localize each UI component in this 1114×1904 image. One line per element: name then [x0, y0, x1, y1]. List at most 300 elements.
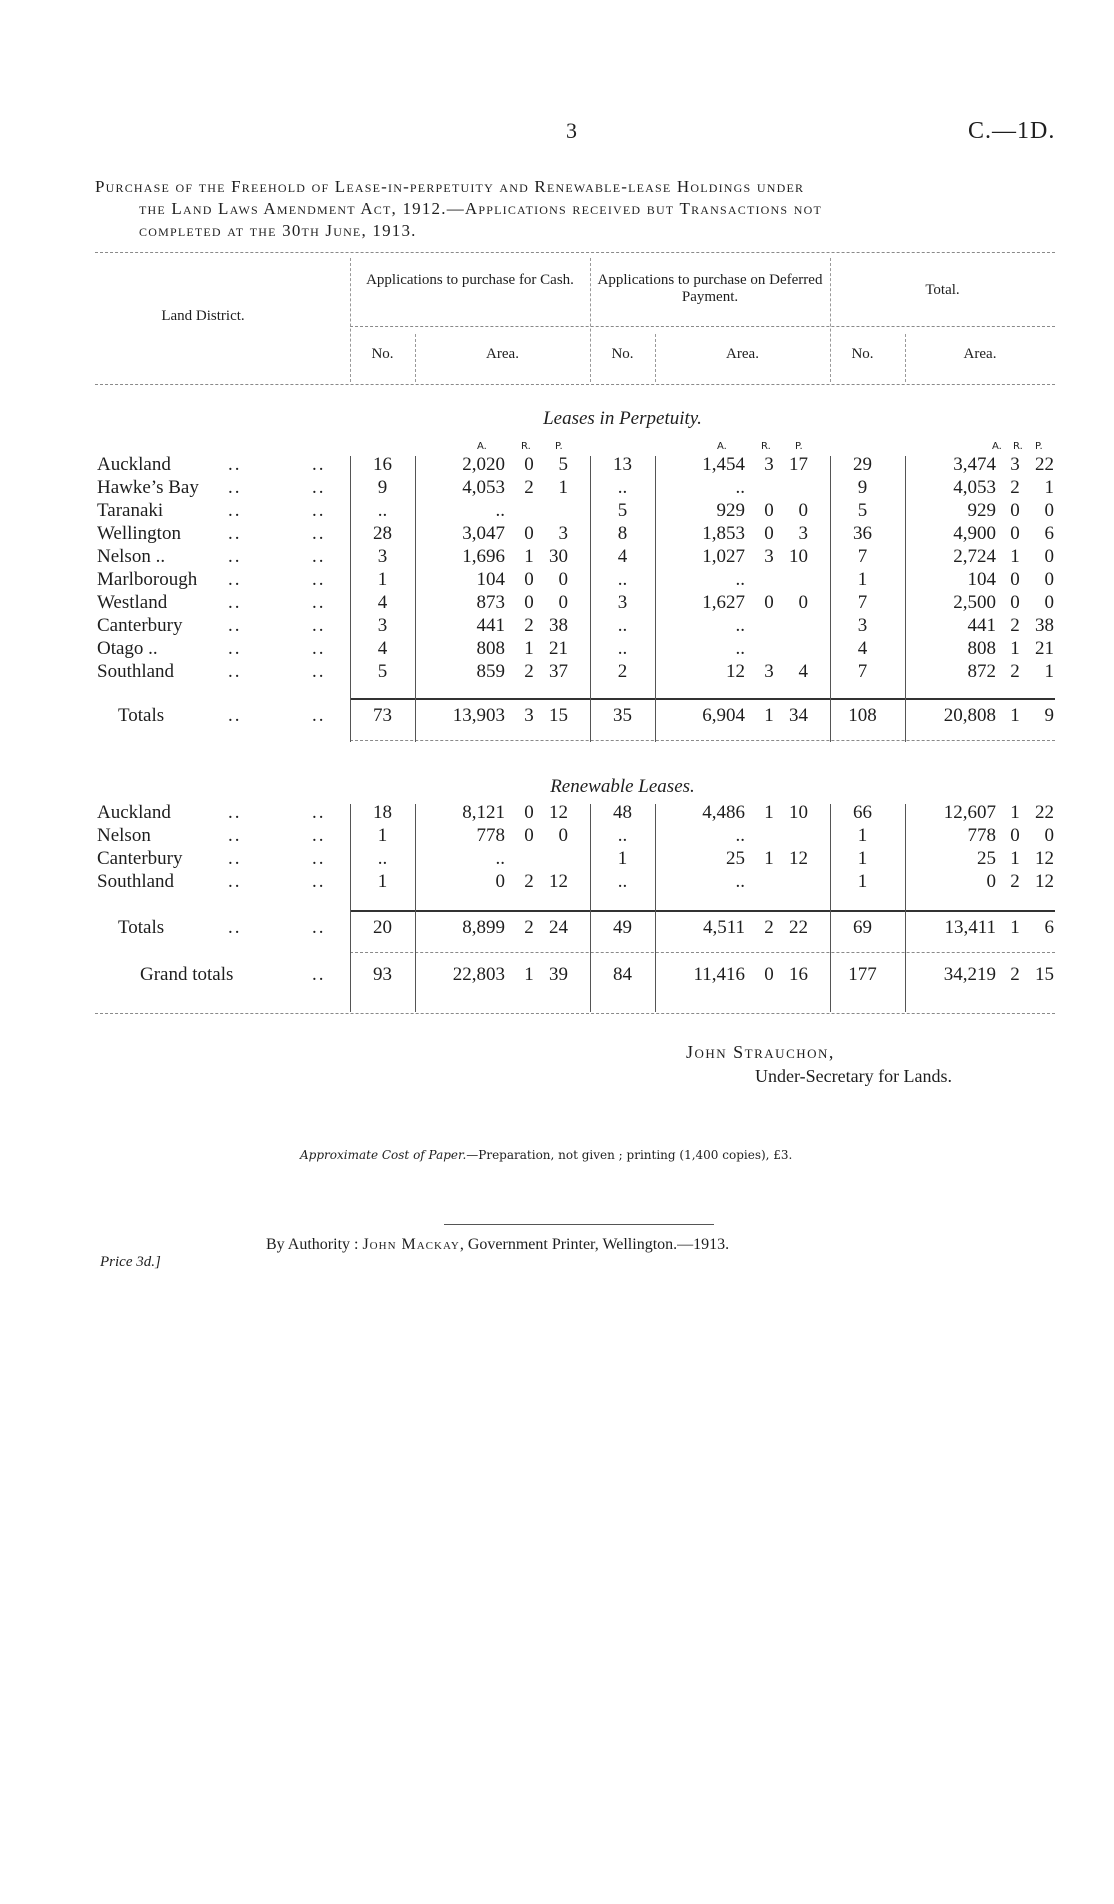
- cell-t-no: 7: [857, 661, 868, 682]
- cell-t-p: 21: [1035, 638, 1054, 659]
- unit-acres: A.: [717, 441, 727, 452]
- cell-d-r: 1: [764, 802, 774, 823]
- cell-c-a: ..: [495, 500, 505, 521]
- cell-t-r: 3: [1010, 454, 1020, 475]
- cell-c-r: 2: [524, 477, 534, 498]
- table-top-rule: [95, 252, 1055, 253]
- cell-t-r: 1: [1010, 917, 1020, 938]
- cell-t-p: 1: [1044, 661, 1054, 682]
- cell-d-a: 4,486: [702, 802, 745, 823]
- cell-c-no: 20: [373, 917, 392, 938]
- leader-dots: ..: [312, 523, 326, 544]
- table-row: [0, 569, 1114, 592]
- printer-name: John Mackay: [362, 1236, 460, 1253]
- grand-totals-row: [0, 964, 1114, 987]
- cell-t-no: 1: [857, 825, 868, 846]
- cell-d-no: 49: [613, 917, 632, 938]
- cell-t-r: 2: [1010, 964, 1020, 985]
- cell-d-a: ..: [735, 569, 745, 590]
- cell-d-a: ..: [735, 477, 745, 498]
- cell-d-a: 6,904: [702, 705, 745, 726]
- cell-t-no: 1: [857, 848, 868, 869]
- cell-d-no: 8: [617, 523, 628, 544]
- leader-dots: ..: [312, 454, 326, 475]
- authority-imprint: [266, 1236, 729, 1254]
- leader-dots: ..: [312, 705, 326, 726]
- cell-c-a: 778: [476, 825, 505, 846]
- leader-dots: ..: [312, 638, 326, 659]
- deferred-area-header: Area.: [726, 346, 759, 362]
- cell-t-r: 0: [1010, 523, 1020, 544]
- leader-dots: ..: [312, 848, 326, 869]
- section-title-renewable-leases: Renewable Leases.: [550, 776, 695, 797]
- cell-c-r: 1: [524, 638, 534, 659]
- cell-t-r: 1: [1010, 802, 1020, 823]
- cell-c-no: 9: [377, 477, 388, 498]
- cell-d-r: 2: [764, 917, 774, 938]
- cell-c-r: 1: [524, 546, 534, 567]
- table-row: [0, 848, 1114, 871]
- cell-d-p: 10: [789, 802, 808, 823]
- cell-t-p: 0: [1044, 825, 1054, 846]
- table-title: [95, 176, 1055, 242]
- cell-t-p: 0: [1044, 592, 1054, 613]
- cell-d-p: 3: [798, 523, 808, 544]
- land-district-cell: Auckland: [97, 802, 171, 823]
- land-district-cell: Wellington: [97, 523, 181, 544]
- cell-t-no: 5: [857, 500, 868, 521]
- cell-c-p: 0: [558, 825, 568, 846]
- cell-d-p: 10: [789, 546, 808, 567]
- cell-c-p: 12: [549, 871, 568, 892]
- cell-t-no: 69: [853, 917, 872, 938]
- cell-t-p: 0: [1044, 569, 1054, 590]
- land-district-cell: Nelson: [97, 825, 151, 846]
- cell-t-p: 12: [1035, 871, 1054, 892]
- table-row: [0, 825, 1114, 848]
- leader-dots: ..: [228, 705, 242, 726]
- cell-d-no: 48: [613, 802, 632, 823]
- leader-dots: ..: [228, 848, 242, 869]
- leader-dots: ..: [228, 917, 242, 938]
- cell-c-a: 808: [476, 638, 505, 659]
- imprint-rule: [444, 1224, 714, 1225]
- cell-d-p: 16: [789, 964, 808, 985]
- land-district-cell: Totals: [118, 705, 165, 726]
- leader-dots: ..: [312, 871, 326, 892]
- unit-perches: P.: [795, 441, 803, 452]
- cell-c-a: 8,899: [462, 917, 505, 938]
- table-row: [0, 592, 1114, 615]
- land-district-cell: Taranaki: [97, 500, 164, 521]
- cell-c-no: 1: [377, 871, 388, 892]
- cell-t-r: 1: [1010, 546, 1020, 567]
- cash-area-header: Area.: [486, 346, 519, 362]
- title-line-2: the Land Laws Amendment Act, 1912.—Applications received but Transactions not: [139, 199, 822, 218]
- table-row: [0, 477, 1114, 500]
- cell-c-a: 8,121: [462, 802, 505, 823]
- cell-c-a: 441: [476, 615, 505, 636]
- cell-t-r: 1: [1010, 705, 1020, 726]
- leader-dots: ..: [228, 569, 242, 590]
- cell-d-no: ..: [617, 615, 628, 636]
- cell-t-a: 808: [967, 638, 996, 659]
- unit-roods: R.: [1013, 441, 1023, 452]
- cell-c-p: 12: [549, 802, 568, 823]
- cell-t-a: 778: [967, 825, 996, 846]
- cell-t-no: 7: [857, 592, 868, 613]
- cell-d-a: 1,853: [702, 523, 745, 544]
- table-row: [0, 638, 1114, 661]
- cell-d-no: 4: [617, 546, 628, 567]
- table-row: [0, 546, 1114, 569]
- cell-c-no: 4: [377, 592, 388, 613]
- title-line-3: completed at the 30th June, 1913.: [139, 221, 417, 240]
- col-divider: [590, 258, 591, 382]
- cell-t-p: 0: [1044, 500, 1054, 521]
- cell-d-no: ..: [617, 638, 628, 659]
- cell-t-a: 441: [967, 615, 996, 636]
- cell-d-no: ..: [617, 825, 628, 846]
- leader-dots: ..: [228, 454, 242, 475]
- cell-c-r: 2: [524, 661, 534, 682]
- leader-dots: ..: [312, 500, 326, 521]
- cell-t-r: 0: [1010, 825, 1020, 846]
- cell-c-a: 873: [476, 592, 505, 613]
- cell-c-a: 13,903: [452, 705, 505, 726]
- totals-row: [0, 705, 1114, 728]
- land-district-cell: Auckland: [97, 454, 171, 475]
- leader-dots: ..: [228, 500, 242, 521]
- leader-dots: ..: [312, 615, 326, 636]
- cell-c-no: 5: [377, 661, 388, 682]
- cost-of-paper-note: [300, 1148, 792, 1162]
- leader-dots: ..: [312, 825, 326, 846]
- cell-c-p: 37: [549, 661, 568, 682]
- cell-c-no: 93: [373, 964, 392, 985]
- cell-d-r: 0: [764, 592, 774, 613]
- cell-c-r: 2: [524, 871, 534, 892]
- cell-d-a: ..: [735, 615, 745, 636]
- cell-t-a: 872: [967, 661, 996, 682]
- table-row: [0, 523, 1114, 546]
- cell-t-p: 6: [1044, 917, 1054, 938]
- cell-d-p: 22: [789, 917, 808, 938]
- cell-d-no: ..: [617, 569, 628, 590]
- land-district-header: Land District.: [161, 308, 245, 324]
- leader-dots: ..: [312, 661, 326, 682]
- col-divider: [415, 334, 416, 382]
- total-area-header: Area.: [963, 346, 997, 362]
- land-district-cell: Canterbury: [97, 615, 183, 636]
- cell-c-a: 3,047: [462, 523, 505, 544]
- col-divider: [350, 258, 351, 382]
- cell-d-r: 0: [764, 500, 774, 521]
- cell-t-p: 9: [1044, 705, 1054, 726]
- cell-c-r: 0: [524, 802, 534, 823]
- cell-t-no: 1: [857, 569, 868, 590]
- table-bottom-rule: [95, 1013, 1055, 1014]
- col-divider: [830, 258, 831, 382]
- cell-c-p: 0: [558, 592, 568, 613]
- cell-d-no: 5: [617, 500, 628, 521]
- cell-d-a: 929: [716, 500, 745, 521]
- cell-t-r: 1: [1010, 848, 1020, 869]
- cell-c-a: 0: [495, 871, 505, 892]
- header-bottom-rule: [95, 384, 1055, 385]
- leader-dots: ..: [312, 546, 326, 567]
- cell-d-r: 0: [764, 523, 774, 544]
- cell-t-no: 7: [857, 546, 868, 567]
- cell-t-no: 4: [857, 638, 868, 659]
- cell-t-a: 4,053: [953, 477, 996, 498]
- col-divider: [905, 334, 906, 382]
- table-row: [0, 661, 1114, 684]
- cell-d-a: ..: [735, 638, 745, 659]
- cell-d-no: 84: [613, 964, 632, 985]
- cell-t-p: 1: [1044, 477, 1054, 498]
- cell-c-a: 859: [476, 661, 505, 682]
- leader-dots: ..: [228, 615, 242, 636]
- land-district-cell: Marlborough: [97, 569, 198, 590]
- title-line-1: Purchase of the Freehold of Lease-in-perpetuity and Renewable-lease Holdings under: [95, 177, 805, 196]
- cell-c-no: ..: [377, 848, 388, 869]
- land-district-cell: Totals: [118, 917, 165, 938]
- cell-d-a: 1,027: [702, 546, 745, 567]
- cell-c-a: ..: [495, 848, 505, 869]
- cell-d-a: 12: [726, 661, 745, 682]
- section-title-leases-in-perpetuity: Leases in Perpetuity.: [543, 408, 702, 429]
- table-row: [0, 454, 1114, 477]
- leader-dots: ..: [312, 964, 326, 985]
- totals-under-rule: [350, 952, 1055, 953]
- leader-dots: ..: [228, 661, 242, 682]
- leader-dots: ..: [312, 802, 326, 823]
- cell-c-p: 24: [549, 917, 568, 938]
- cell-c-no: 3: [377, 546, 388, 567]
- cell-d-r: 3: [764, 454, 774, 475]
- cell-t-a: 929: [967, 500, 996, 521]
- leader-dots: ..: [228, 802, 242, 823]
- unit-roods: R.: [761, 441, 771, 452]
- cell-t-p: 22: [1035, 454, 1054, 475]
- cell-d-r: 3: [764, 546, 774, 567]
- table-row: [0, 500, 1114, 523]
- cell-t-r: 0: [1010, 500, 1020, 521]
- leader-dots: ..: [228, 638, 242, 659]
- cell-c-no: 3: [377, 615, 388, 636]
- cell-d-p: 34: [789, 705, 808, 726]
- cell-c-r: 0: [524, 825, 534, 846]
- land-district-cell: Westland: [97, 592, 168, 613]
- cell-d-a: ..: [735, 871, 745, 892]
- cell-t-p: 12: [1035, 848, 1054, 869]
- cell-t-a: 34,219: [943, 964, 996, 985]
- unit-perches: P.: [555, 441, 563, 452]
- unit-perches: P.: [1035, 441, 1043, 452]
- cell-d-a: 4,511: [702, 917, 745, 938]
- cash-no-header: No.: [371, 346, 394, 362]
- cell-c-a: 22,803: [452, 964, 505, 985]
- land-district-cell: Otago ..: [97, 638, 158, 659]
- cell-d-no: 2: [617, 661, 628, 682]
- cell-c-no: 28: [373, 523, 392, 544]
- price: Price 3d.]: [100, 1254, 161, 1270]
- leader-dots: ..: [312, 569, 326, 590]
- table-row: [0, 615, 1114, 638]
- cell-d-a: 11,416: [693, 964, 745, 985]
- cell-t-no: 9: [857, 477, 868, 498]
- cell-d-a: 1,627: [702, 592, 745, 613]
- deferred-no-header: No.: [611, 346, 634, 362]
- cell-t-p: 15: [1035, 964, 1054, 985]
- unit-roods: R.: [521, 441, 531, 452]
- table-row: [0, 871, 1114, 894]
- totals-row: [0, 917, 1114, 940]
- cost-text: —Preparation, not given ; printing (1,400 copies), £3.: [466, 1148, 793, 1162]
- cell-t-a: 25: [977, 848, 996, 869]
- cell-c-a: 4,053: [462, 477, 505, 498]
- cell-t-a: 12,607: [943, 802, 996, 823]
- total-no-header: No.: [851, 346, 874, 362]
- totals-rule: [350, 910, 1055, 912]
- cell-c-p: 0: [558, 569, 568, 590]
- cell-c-r: 3: [524, 705, 534, 726]
- cell-d-a: 1,454: [702, 454, 745, 475]
- cell-t-r: 2: [1010, 477, 1020, 498]
- cell-d-no: 13: [613, 454, 632, 475]
- totals-under-rule: [350, 740, 1055, 741]
- cell-t-no: 1: [857, 871, 868, 892]
- cell-c-p: 3: [558, 523, 568, 544]
- leader-dots: ..: [312, 477, 326, 498]
- cell-t-a: 104: [967, 569, 996, 590]
- cell-c-r: 1: [524, 964, 534, 985]
- cell-t-a: 13,411: [944, 917, 996, 938]
- cell-t-a: 0: [986, 871, 996, 892]
- cell-d-a: ..: [735, 825, 745, 846]
- cell-t-a: 2,724: [953, 546, 996, 567]
- cell-c-p: 5: [558, 454, 568, 475]
- leader-dots: ..: [228, 871, 242, 892]
- land-district-cell: Southland: [97, 661, 175, 682]
- cell-c-no: 1: [377, 825, 388, 846]
- cell-t-r: 1: [1010, 638, 1020, 659]
- col-divider: [655, 334, 656, 382]
- cell-d-p: 4: [798, 661, 808, 682]
- cash-header: Applications to purchase for Cash.: [366, 272, 574, 288]
- cell-t-a: 20,808: [943, 705, 996, 726]
- cell-t-a: 4,900: [953, 523, 996, 544]
- signatory-title: Under-Secretary for Lands.: [755, 1066, 953, 1086]
- cell-t-p: 22: [1035, 802, 1054, 823]
- cell-c-r: 0: [524, 592, 534, 613]
- cell-d-p: 12: [789, 848, 808, 869]
- cell-t-no: 177: [848, 964, 877, 985]
- cell-c-p: 1: [558, 477, 568, 498]
- leader-dots: ..: [228, 825, 242, 846]
- cell-c-p: 15: [549, 705, 568, 726]
- leader-dots: ..: [228, 477, 242, 498]
- cell-d-no: 35: [613, 705, 632, 726]
- authority-suffix: , Government Printer, Wellington.—1913.: [459, 1236, 730, 1253]
- cell-c-no: 1: [377, 569, 388, 590]
- cell-c-no: 4: [377, 638, 388, 659]
- cell-t-r: 2: [1010, 871, 1020, 892]
- cell-d-p: 0: [798, 592, 808, 613]
- cell-d-no: 1: [617, 848, 628, 869]
- cell-t-r: 2: [1010, 615, 1020, 636]
- cell-c-a: 104: [476, 569, 505, 590]
- authority-prefix: By Authority :: [266, 1236, 363, 1253]
- cell-d-a: 25: [726, 848, 745, 869]
- totals-rule: [350, 698, 1055, 700]
- signatory-name: John Strauchon,: [686, 1042, 835, 1062]
- cell-d-no: ..: [617, 871, 628, 892]
- cell-c-a: 1,696: [462, 546, 505, 567]
- cell-t-no: 36: [853, 523, 872, 544]
- cell-d-no: 3: [617, 592, 628, 613]
- cell-t-no: 29: [853, 454, 872, 475]
- cell-t-no: 3: [857, 615, 868, 636]
- cell-c-no: 18: [373, 802, 392, 823]
- cell-c-a: 2,020: [462, 454, 505, 475]
- cell-d-no: ..: [617, 477, 628, 498]
- cell-t-r: 0: [1010, 592, 1020, 613]
- cell-c-r: 2: [524, 615, 534, 636]
- cell-t-no: 108: [848, 705, 877, 726]
- cell-c-r: 2: [524, 917, 534, 938]
- land-district-cell: Nelson ..: [97, 546, 166, 567]
- leader-dots: ..: [312, 592, 326, 613]
- land-district-cell: Canterbury: [97, 848, 183, 869]
- cell-c-no: 16: [373, 454, 392, 475]
- document-reference: C.—1D.: [968, 118, 1056, 144]
- leader-dots: ..: [312, 917, 326, 938]
- header-mid-rule: [350, 326, 1055, 327]
- leader-dots: ..: [228, 523, 242, 544]
- land-district-cell: Hawke’s Bay: [97, 477, 199, 498]
- cell-t-a: 3,474: [953, 454, 996, 475]
- cell-c-no: ..: [377, 500, 388, 521]
- cell-c-no: 73: [373, 705, 392, 726]
- cell-d-p: 0: [798, 500, 808, 521]
- cost-label: Approximate Cost of Paper.: [300, 1148, 467, 1162]
- unit-acres: A.: [992, 441, 1002, 452]
- cell-d-r: 0: [764, 964, 774, 985]
- cell-d-r: 1: [764, 705, 774, 726]
- cell-t-r: 2: [1010, 661, 1020, 682]
- cell-c-p: 39: [549, 964, 568, 985]
- cell-t-p: 38: [1035, 615, 1054, 636]
- cell-t-p: 0: [1044, 546, 1054, 567]
- deferred-header: Applications to purchase on Deferred Payment.: [597, 272, 823, 305]
- cell-d-r: 1: [764, 848, 774, 869]
- leader-dots: ..: [228, 592, 242, 613]
- cell-c-r: 0: [524, 523, 534, 544]
- cell-d-r: 3: [764, 661, 774, 682]
- land-district-cell: Southland: [97, 871, 175, 892]
- cell-c-p: 30: [549, 546, 568, 567]
- cell-c-r: 0: [524, 569, 534, 590]
- total-header: Total.: [925, 282, 960, 298]
- land-district-cell: Grand totals: [140, 964, 234, 985]
- cell-t-p: 6: [1044, 523, 1054, 544]
- leader-dots: ..: [228, 546, 242, 567]
- cell-t-r: 0: [1010, 569, 1020, 590]
- cell-c-p: 21: [549, 638, 568, 659]
- cell-c-p: 38: [549, 615, 568, 636]
